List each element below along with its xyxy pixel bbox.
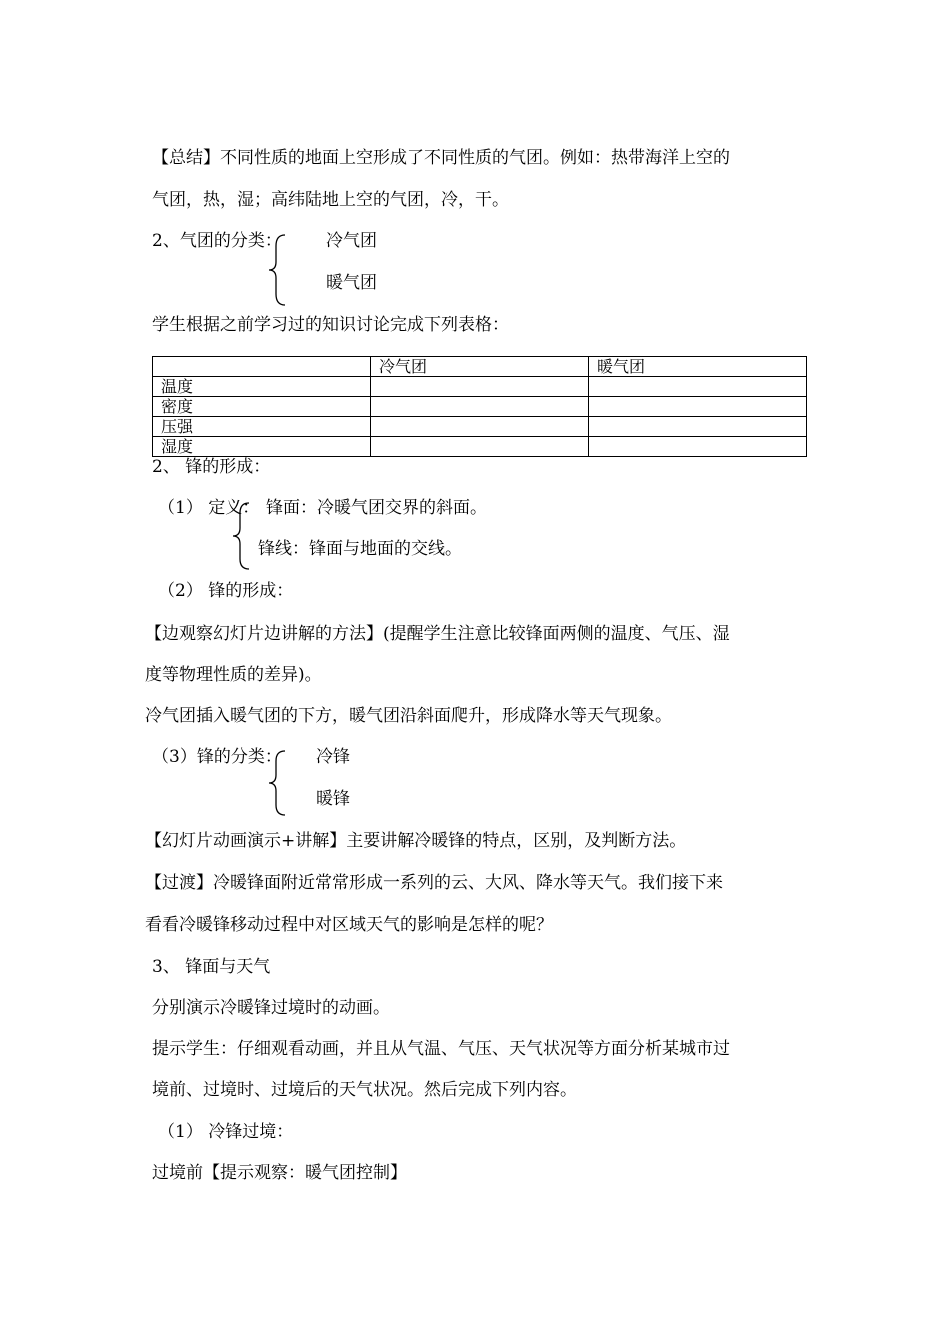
front-weather-heading: 3、 锋面与天气 [152,957,271,977]
definition-brace [232,502,246,570]
demo-paragraph: 分别演示冷暖锋过境时的动画。 [152,998,390,1018]
summary-line-2: 气团，热，湿；高纬陆地上空的气团，冷，干。 [152,190,509,210]
table-cell [371,437,589,457]
table-header-cell: 冷气团 [371,357,589,377]
hint-line-1: 提示学生：仔细观看动画，并且从气温、气压、天气状况等方面分析某城市过 [152,1039,730,1059]
table-cell [589,397,807,417]
table-cell [371,417,589,437]
before-pass-paragraph: 过境前【提示观察：暖气团控制】 [152,1163,407,1183]
method-line-2: 度等物理性质的差异)。 [145,665,322,685]
cold-insert-paragraph: 冷气团插入暖气团的下方，暖气团沿斜面爬升，形成降水等天气现象。 [145,706,672,726]
table-row [153,397,807,417]
table-row-label: 密度 [153,397,371,417]
formation-subheading: （2） 锋的形成： [158,581,294,601]
table-row-label: 压强 [153,417,371,437]
airmass-class-brace [268,234,282,306]
table-cell [589,377,807,397]
method-line-1: 【边观察幻灯片边讲解的方法】(提醒学生注意比较锋面两侧的温度、气压、湿 [145,624,730,644]
definition-item-front-surface: 锋面：冷暖气团交界的斜面。 [266,498,487,518]
airmass-table [152,356,807,457]
definition-label: （1） 定义： [158,498,260,518]
discuss-paragraph: 学生根据之前学习过的知识讨论完成下列表格： [152,315,509,335]
table-cell [371,397,589,417]
airmass-class-item-cold: 冷气团 [326,231,377,251]
table-row [153,417,807,437]
table-header-row [153,357,807,377]
cold-pass-heading: （1） 冷锋过境： [158,1122,294,1142]
table-header-cell: 暖气团 [589,357,807,377]
table-row [153,377,807,397]
table-row-label: 温度 [153,377,371,397]
table-row [153,437,807,457]
definition-item-front-line: 锋线：锋面与地面的交线。 [258,539,462,559]
slides-paragraph: 【幻灯片动画演示+讲解】主要讲解冷暖锋的特点，区别，及判断方法。 [145,831,687,851]
table-cell [371,377,589,397]
transition-line-1: 【过渡】冷暖锋面附近常常形成一系列的云、大风、降水等天气。我们接下来 [145,873,723,893]
hint-line-2: 境前、过境时、过境后的天气状况。然后完成下列内容。 [152,1080,577,1100]
front-class-brace [268,750,282,816]
airmass-class-item-warm: 暖气团 [326,273,377,293]
table-cell [589,437,807,457]
front-class-item-cold: 冷锋 [316,747,350,767]
table-header-cell [153,357,371,377]
front-class-label: （3）锋的分类： [152,747,282,767]
front-formation-heading: 2、 锋的形成： [152,457,271,477]
summary-line-1: 【总结】不同性质的地面上空形成了不同性质的气团。例如：热带海洋上空的 [152,148,730,168]
table-cell [589,417,807,437]
table-row-label: 湿度 [153,437,371,457]
airmass-class-label: 2、气团的分类： [152,231,282,251]
front-class-item-warm: 暖锋 [316,789,350,809]
transition-line-2: 看看冷暖锋移动过程中对区域天气的影响是怎样的呢？ [145,915,553,935]
